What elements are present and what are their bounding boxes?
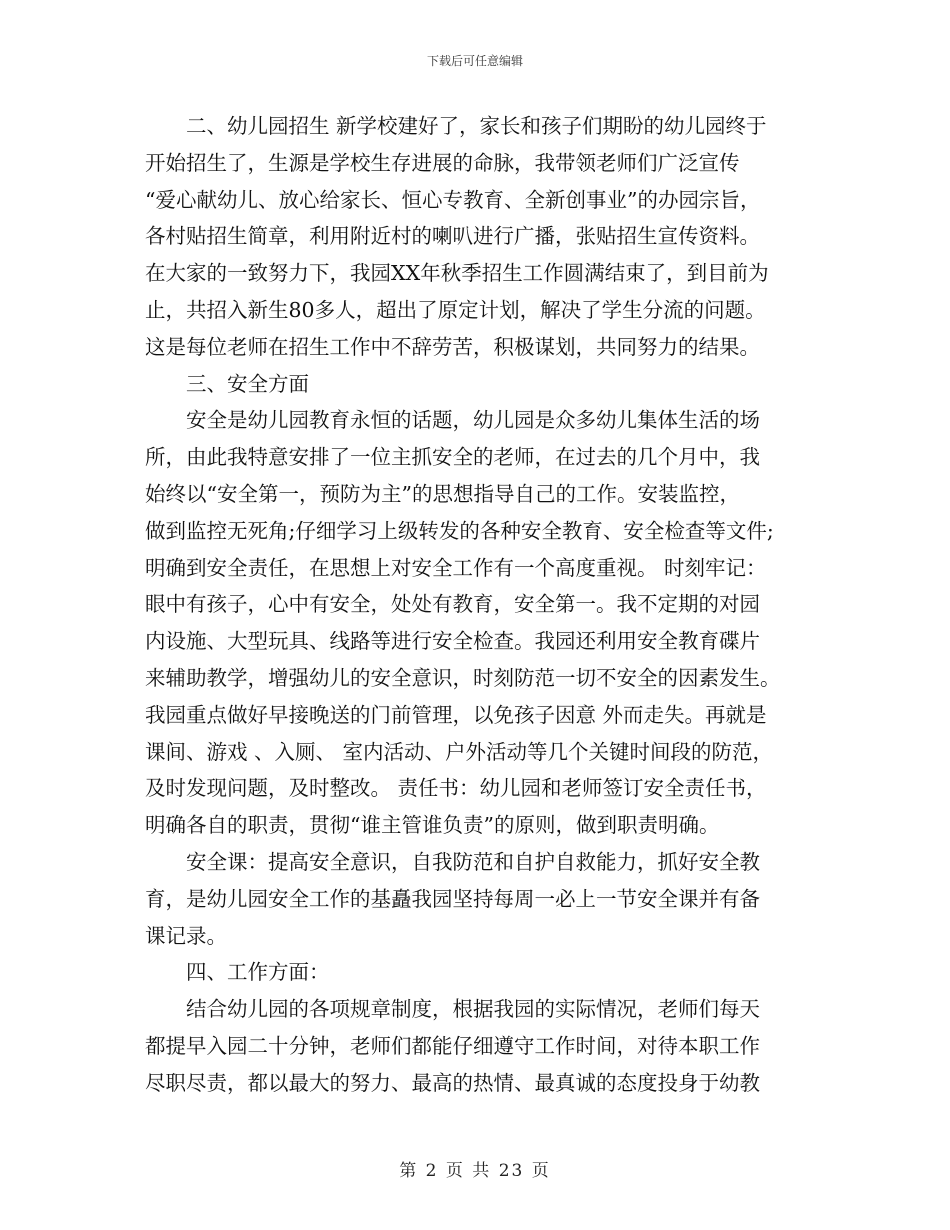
text-line: 我园重点做好早接晚送的门前管理，以免孩子因意 外而走失。再就是 — [145, 702, 767, 727]
text-line: 明确各自的职责，贯彻“谁主管谁负责”的原则，做到职责明确。 — [145, 813, 720, 838]
text-line: 所，由此我特意安排了一位主抓安全的老师，在过去的几个月中，我 — [145, 445, 760, 470]
text-line: 课间、游戏 、入厕、 室内活动、户外活动等几个关键时间段的防范， — [145, 739, 774, 764]
text-line: 及时发现问题，及时整改。 责任书：幼儿园和老师签订安全责任书， — [145, 776, 767, 801]
section-heading: 三、安全方面 — [145, 371, 309, 396]
text-line: 开始招生了，生源是学校生存进展的命脉，我带领老师们广泛宣传 — [145, 150, 740, 175]
text-line: 各村贴招生简章，利用附近村的喇叭进行广播，张贴招生宣传资料。 — [145, 224, 760, 249]
text-line: 眼中有孩子，心中有安全，处处有教育，安全第一。我不定期的对园 — [145, 592, 760, 617]
text-line: 这是每位老师在招生工作中不辞劳苦，积极谋划，共同努力的结果。 — [145, 334, 760, 359]
text-line: 安全是幼儿园教育永恒的话题，幼儿园是众多幼儿集体生活的场 — [145, 408, 760, 433]
text-line: 结合幼儿园的各项规章制度，根据我园的实际情况，老师们每天 — [145, 997, 760, 1022]
body-text — [145, 108, 815, 1102]
text-line: 都提早入园二十分钟，老师们都能仔细遵守工作时间，对待本职工作 — [145, 1033, 760, 1058]
text-line: 止，共招入新生80多人，超出了原定计划，解决了学生分流的问题。 — [145, 297, 766, 322]
page-header: 下载后可任意编辑 — [426, 54, 523, 68]
text-line: 做到监控无死角;仔细学习上级转发的各种安全教育、安全检查等文件; — [145, 518, 774, 543]
text-line: 来辅助教学，增强幼儿的安全意识，时刻防范一切不安全的因素发生。 — [145, 665, 781, 690]
section-heading: 四、工作方面： — [145, 960, 330, 985]
page-number-footer: 第 2 页 共 23 页 — [399, 1161, 551, 1181]
text-line: 内设施、大型玩具、线路等进行安全检查。我园还利用安全教育碟片 — [145, 629, 760, 654]
text-line: 课记录。 — [145, 923, 227, 948]
text-line: 二、幼儿园招生 新学校建好了，家长和孩子们期盼的幼儿园终于 — [145, 114, 767, 138]
text-line: 育，是幼儿园安全工作的基矗我园坚持每周一必上一节安全课并有备 — [145, 886, 760, 911]
text-line: 安全课：提高安全意识，自我防范和自护自救能力，抓好安全教 — [145, 849, 760, 874]
text-line: 在大家的一致努力下，我园XX年秋季招生工作圆满结束了，到目前为 — [145, 261, 769, 286]
text-line: “爱心献幼儿、放心给家长、恒心专教育、全新创事业”的办园宗旨， — [145, 187, 761, 212]
text-line: 尽职尽责，都以最大的努力、最高的热情、最真诚的态度投身于幼教 — [145, 1070, 760, 1095]
text-line: 明确到安全责任，在思想上对安全工作有一个高度重视。 时刻牢记： — [145, 555, 767, 580]
text-line: 始终以“安全第一，预防为主”的思想指导自己的工作。安装监控， — [145, 481, 740, 506]
